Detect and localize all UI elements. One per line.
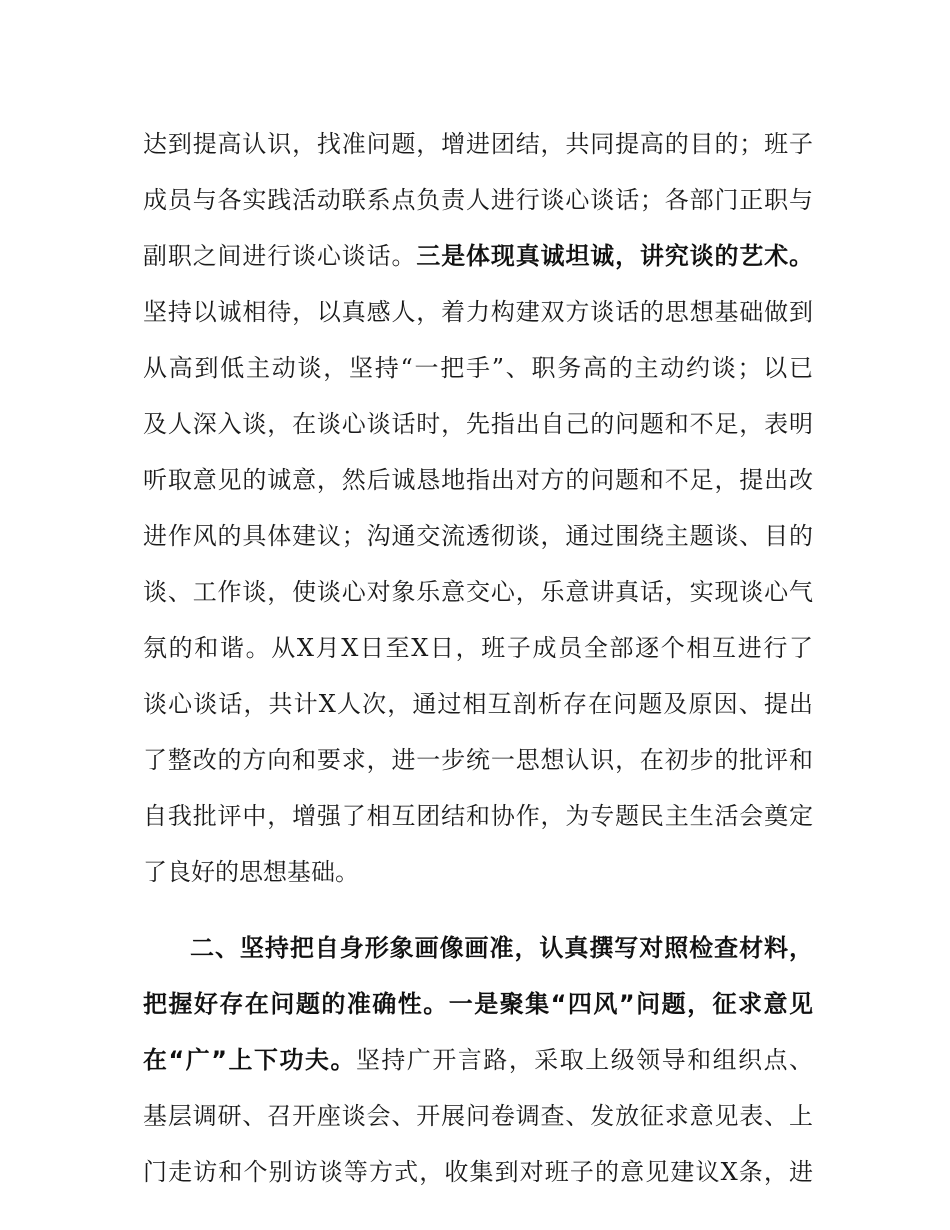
text-run: 副职之间进行谈心谈话。	[143, 242, 417, 270]
text-line	[143, 1152, 813, 1192]
text-line	[143, 1040, 813, 1080]
bold-heading-run: 把握好存在问题的准确性。一是聚集“四风”问题，征求意见	[143, 990, 813, 1018]
text-line	[143, 572, 813, 612]
text-run: 基层调研、召开座谈会、开展问卷调查、发放征求意见表、上	[143, 1102, 813, 1130]
text-run: 达到提高认识，找准问题，增进团结，共同提高的目的；班子	[143, 130, 813, 158]
section-heading-line	[143, 984, 813, 1024]
text-run: 谈、工作谈，使谈心对象乐意交心，乐意讲真话，实现谈心气	[143, 578, 813, 606]
text-line	[143, 180, 813, 220]
section-heading-line	[190, 928, 813, 968]
text-line	[143, 628, 813, 668]
text-run: 氛的和谐。从X月X日至X日，班子成员全部逐个相互进行了	[143, 634, 813, 662]
bold-heading-run: 在“广”上下功夫。	[143, 1046, 356, 1074]
text-run: 听取意见的诚意，然后诚恳地指出对方的问题和不足，提出改	[143, 466, 813, 494]
text-run: 从高到低主动谈，坚持“一把手”、职务高的主动约谈；以已	[143, 354, 813, 382]
text-run: 了整改的方向和要求，进一步统一思想认识，在初步的批评和	[143, 746, 813, 774]
text-line	[143, 404, 813, 444]
text-run: 谈心谈话，共计X人次，通过相互剖析存在问题及原因、提出	[143, 690, 813, 718]
text-run: 及人深入谈，在谈心谈话时，先指出自己的问题和不足，表明	[143, 410, 813, 438]
text-line	[143, 236, 813, 276]
bold-heading-run: 三是体现真诚坦诚，讲究谈的艺术。	[416, 242, 813, 270]
text-run: 进作风的具体建议；沟通交流透彻谈，通过围绕主题谈、目的	[143, 522, 813, 550]
text-run: 坚持广开言路，采取上级领导和组织点、	[355, 1046, 813, 1074]
text-line	[143, 460, 813, 500]
text-run: 坚持以诚相待，以真感人，着力构建双方谈话的思想基础做到	[143, 298, 813, 326]
text-run: 门走访和个别访谈等方式，收集到对班子的意见建议X条，进	[143, 1158, 813, 1186]
text-run: 了良好的思想基础。	[143, 858, 359, 886]
text-line	[143, 740, 813, 780]
text-run: 自我批评中，增强了相互团结和协作，为专题民主生活会奠定	[143, 802, 813, 830]
text-line	[143, 852, 813, 892]
bold-heading-run: 二、坚持把自身形象画像画准，认真撰写对照检查材料，	[190, 934, 813, 962]
text-line	[143, 516, 813, 556]
text-line	[143, 796, 813, 836]
text-run: 成员与各实践活动联系点负责人进行谈心谈话；各部门正职与	[143, 186, 813, 214]
text-line	[143, 348, 813, 388]
text-line	[143, 292, 813, 332]
text-line	[143, 684, 813, 724]
text-line	[143, 1096, 813, 1136]
text-line	[143, 124, 813, 164]
